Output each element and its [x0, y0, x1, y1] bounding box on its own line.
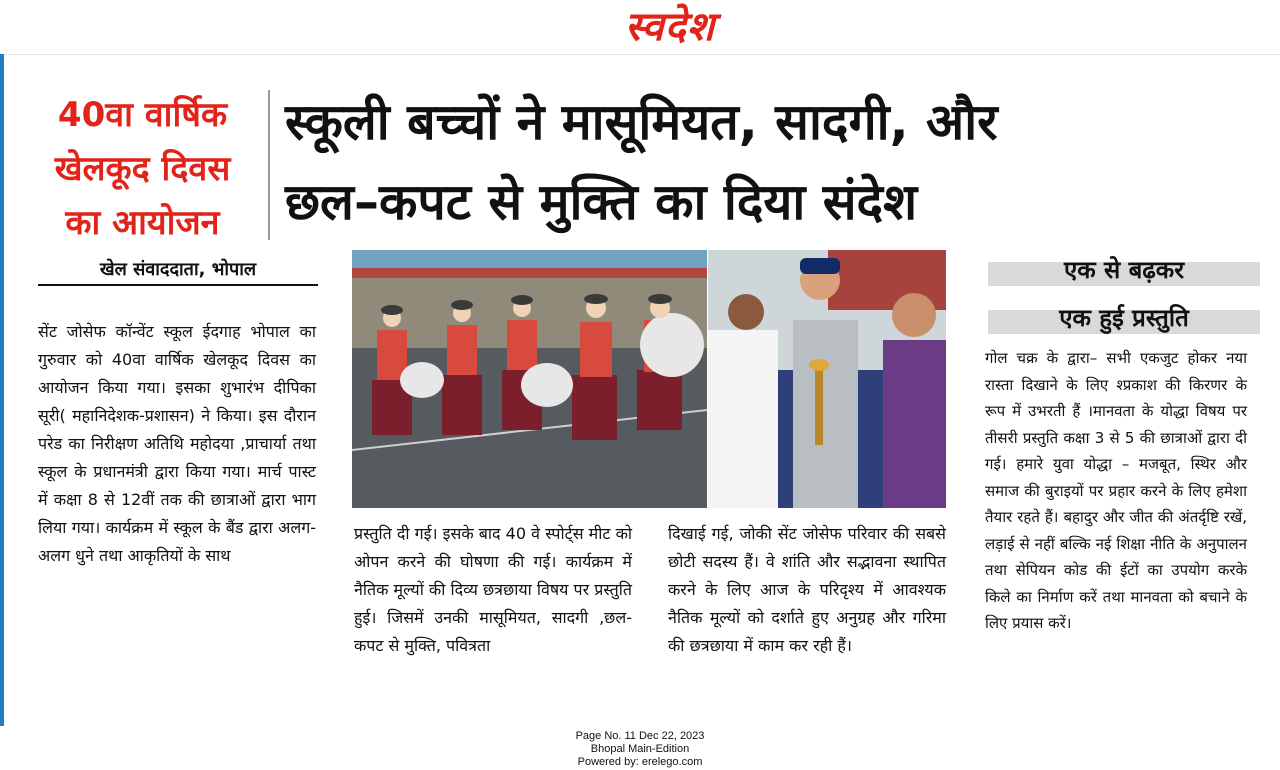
- sidebar-heading-2: [988, 304, 1260, 334]
- article-col3-text: दिखाई गई, जोकी सेंट जोसेफ परिवार की सबसे छोटी सदस्य हैं। वे शांति और सद्भावना स्थापित करने के लिए आज के परिदृश्य में आवश्यक नैतिक मूल्यों को दर्शाते हुए अनुग्रह और गरिमा की छत्रछाया में काम कर रही हैं।: [668, 524, 946, 655]
- kicker-line-2: खेलकूद दिवस: [54, 149, 231, 189]
- kicker: [30, 88, 255, 248]
- byline: [38, 258, 318, 286]
- byline-text: खेल संवाददाता, भोपाल: [99, 259, 257, 280]
- headline-line-1: स्कूली बच्चों ने मासूमियत, सादगी, और: [285, 93, 998, 151]
- footer-edition: Bhopal Main-Edition: [590, 743, 690, 755]
- logo-text: स्वदेश: [624, 4, 716, 50]
- footer-page: Page No. 11 Dec 22, 2023: [575, 730, 705, 742]
- kicker-line-1: 40वा वार्षिक: [57, 95, 228, 135]
- article-column-2: [354, 520, 632, 660]
- article-column-3: [668, 520, 946, 660]
- sidebar-heading-line-1: एक से बढ़कर: [1063, 256, 1185, 284]
- sidebar-heading-1: [988, 256, 1260, 286]
- torch-ceremony-photo: [708, 250, 946, 508]
- headline-line-2: छल–कपट से मुक्ति का दिया संदेश: [285, 173, 918, 231]
- page-footer: [500, 730, 780, 769]
- sidebar-heading-line-2: एक हुई प्रस्तुति: [1059, 304, 1189, 332]
- sidebar-body: [985, 345, 1247, 637]
- article-column-1: [38, 318, 316, 570]
- left-accent-bar: [0, 54, 4, 726]
- band-march-illustration: [352, 250, 707, 508]
- band-march-photo: [352, 250, 707, 508]
- kicker-line-3: का आयोजन: [65, 203, 220, 243]
- masthead: [0, 0, 1280, 55]
- article-col1-text: सेंट जोसेफ कॉन्वेंट स्कूल ईदगाह भोपाल का गुरुवार को 40वा वार्षिक खेलकूद दिवस का आयोजन किया गया। इसका शुभारंभ दीपिका सूरी( महानिदेशक-प्रशासन) ने किया। इस दौरान परेड का निरीक्षण अतिथि महोदया ,प्राचार्या तथा स्कूल के प्रधानमंत्री द्वारा किया गया। मार्च पास्ट में कक्षा 8 से 12वीं तक की छात्राओं द्वारा भाग लिया गया। कार्यक्रम में स्कूल के बैंड द्वारा अलग-अलग धुने तथा आकृतियों के साथ: [38, 322, 316, 565]
- torch-ceremony-illustration: [708, 250, 946, 508]
- kicker-divider: [268, 90, 270, 240]
- headline: [285, 82, 1275, 242]
- footer-powered[interactable]: Powered by: erelego.com: [577, 756, 703, 768]
- swadesh-logo[interactable]: [570, 2, 770, 52]
- article-col2-text: प्रस्तुति दी गई। इसके बाद 40 वे स्पोर्ट्स मीट को ओपन करने की घोषणा की गई। कार्यक्रम में नैतिक मूल्यों की दिव्य छत्रछाया विषय पर प्रस्तुति हुई। जिसमें उनकी मासूमियत, सादगी ,छल-कपट से मुक्ति, पवित्रता: [354, 524, 632, 655]
- sidebar-body-text: गोल चक्र के द्वारा– सभी एकजुट होकर नया रास्ता दिखाने के लिए श्प्रकाश की किरणर के रूप में उभरती हैं ।मानवता के योद्धा विषय पर तीसरी प्रस्तुति कक्षा 3 से 5 की छात्राओं द्वारा दी गई। हमारे युवा योद्धा – मजबूत, स्थिर और समाज की बुराइयों पर प्रहार करने के लिए हमेशा तैयार रहते हैं। बहादुर और जीत की अंतर्दृष्टि रखें, लड़ाई से नहीं बल्कि नई शिक्षा नीति के अनुपालन तथा सेपियन कोड की ईटों का उपयोग करके किले का निर्माण करें तथा मानवता को बचाने के लिए प्रयास करें।: [985, 349, 1247, 632]
